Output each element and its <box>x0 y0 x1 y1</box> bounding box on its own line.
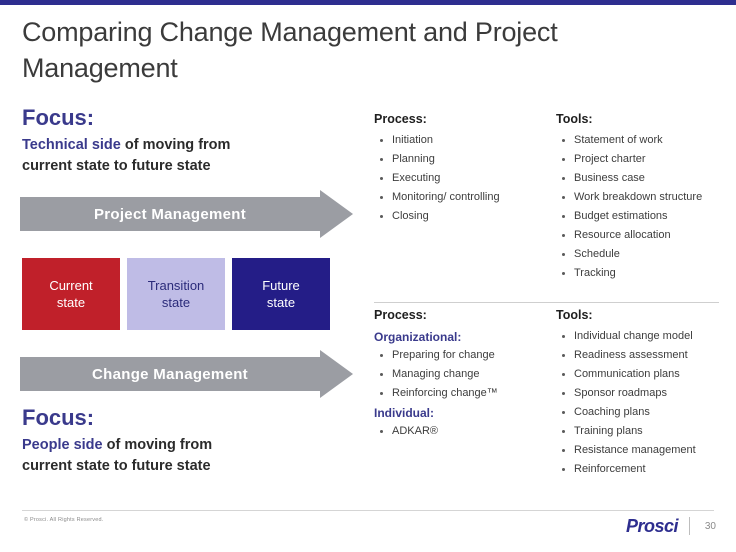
list-item: Tracking <box>562 267 719 280</box>
focus-text-bottom-line1 <box>22 435 352 456</box>
list-item: Planning <box>380 153 556 166</box>
focus-text-top-line2: current state to future state <box>22 158 211 174</box>
heading-project-tools: Tools: <box>556 112 593 126</box>
list-item: Business case <box>562 172 719 185</box>
brand-logo: Prosci <box>625 516 678 536</box>
list-item: Schedule <box>562 248 719 261</box>
focus-text-top-line1 <box>22 135 352 156</box>
list-item: Preparing for change <box>380 349 556 362</box>
state-future-text: Future state <box>262 278 300 310</box>
focus-text-bottom-line2: current state to future state <box>22 458 211 474</box>
state-boxes <box>22 258 330 330</box>
state-box-transition <box>127 258 225 330</box>
list-item: Reinforcement <box>562 463 719 476</box>
list-item: Executing <box>380 172 556 185</box>
brand-separator <box>689 517 690 535</box>
column-change-tools <box>556 308 719 482</box>
list-item: Reinforcing change™ <box>380 387 556 400</box>
list-item: Coaching plans <box>562 406 719 419</box>
list-item: Sponsor roadmaps <box>562 387 719 400</box>
arrow-project-management <box>20 190 353 238</box>
list-organizational <box>380 349 556 400</box>
list-item: Closing <box>380 210 556 223</box>
page-number: 30 <box>704 521 716 532</box>
list-item: Communication plans <box>562 368 719 381</box>
arrow-body-change-management <box>20 357 320 391</box>
focus-heading-bottom: Focus: <box>22 405 95 430</box>
heading-organizational: Organizational: <box>374 330 462 344</box>
list-individual <box>380 425 556 438</box>
top-accent-bar <box>0 0 736 5</box>
arrow-label-change-management: Change Management <box>92 365 248 383</box>
panel-change-management <box>374 308 719 482</box>
arrow-head-change-management <box>320 350 353 398</box>
list-item: Managing change <box>380 368 556 381</box>
list-change-tools <box>562 330 719 476</box>
list-item: Project charter <box>562 153 719 166</box>
list-item: Work breakdown structure <box>562 191 719 204</box>
arrow-change-management <box>20 350 353 398</box>
arrow-head-project-management <box>320 190 353 238</box>
panel-project-management <box>374 112 719 286</box>
focus-block-people <box>22 405 352 477</box>
copyright-text: © Prosci. All Rights Reserved. <box>24 517 104 523</box>
heading-individual: Individual: <box>374 406 434 420</box>
state-current-text: Current state <box>49 278 93 310</box>
list-item: Initiation <box>380 134 556 147</box>
heading-change-tools: Tools: <box>556 308 593 322</box>
focus-rest-bottom: of moving from <box>102 437 213 453</box>
arrow-body-project-management <box>20 197 320 231</box>
list-item: Statement of work <box>562 134 719 147</box>
column-project-tools <box>556 112 719 286</box>
heading-project-process: Process: <box>374 112 427 126</box>
list-item: Individual change model <box>562 330 719 343</box>
column-project-process <box>374 112 556 286</box>
state-box-future <box>232 258 330 330</box>
heading-change-process: Process: <box>374 308 427 322</box>
list-item: Budget estimations <box>562 210 719 223</box>
list-item: Resource allocation <box>562 229 719 242</box>
panel-divider <box>374 302 719 303</box>
list-item: Resistance management <box>562 444 719 457</box>
focus-accent-top: Technical side <box>22 137 121 153</box>
list-item: Monitoring/ controlling <box>380 191 556 204</box>
focus-block-technical <box>22 105 352 177</box>
focus-accent-bottom: People side <box>22 437 103 453</box>
list-project-process <box>380 134 556 223</box>
footer-divider <box>22 510 714 511</box>
arrow-label-project-management: Project Management <box>93 205 247 223</box>
list-item: ADKAR® <box>380 425 556 438</box>
column-change-process <box>374 308 556 482</box>
focus-heading-top: Focus: <box>22 105 95 130</box>
page-title: Comparing Change Management and Project Management <box>22 17 558 83</box>
focus-rest-top: of moving from <box>120 137 231 153</box>
state-box-current <box>22 258 120 330</box>
list-project-tools <box>562 134 719 280</box>
list-item: Training plans <box>562 425 719 438</box>
list-item: Readiness assessment <box>562 349 719 362</box>
state-transition-text: Transition state <box>147 278 205 310</box>
